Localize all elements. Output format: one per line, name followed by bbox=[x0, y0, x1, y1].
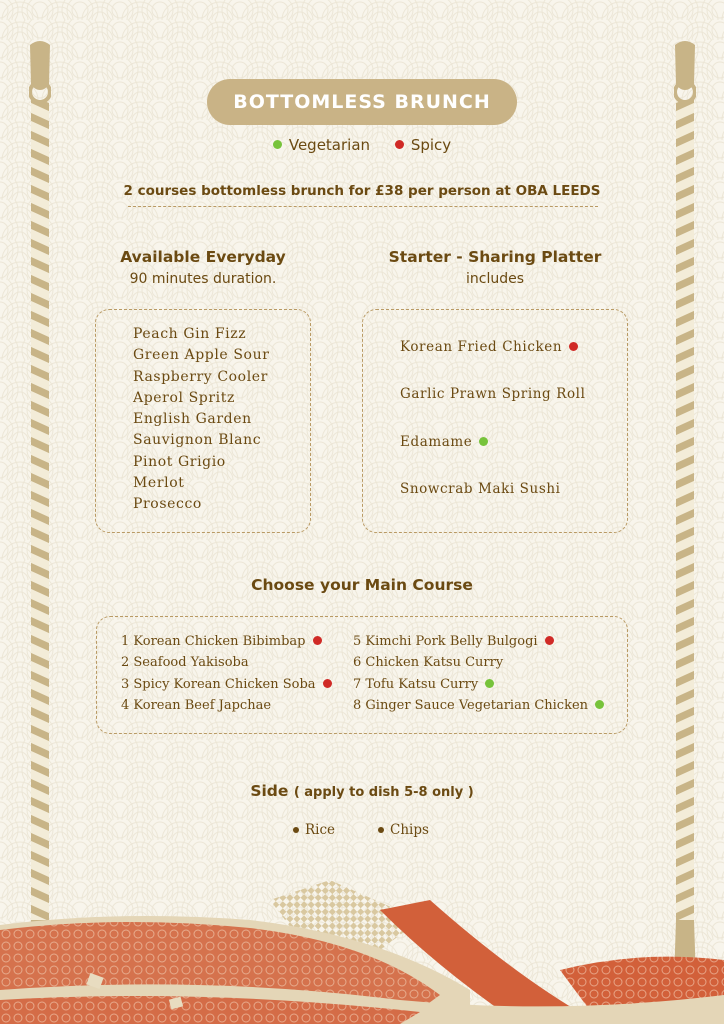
main-list-right bbox=[353, 631, 611, 716]
main-item: 3 Spicy Korean Chicken Soba bbox=[121, 674, 339, 695]
drinks-list bbox=[133, 324, 270, 516]
offer-text: 2 courses bottomless brunch for £38 per person at OBA LEEDS bbox=[123, 183, 601, 199]
main-list-left bbox=[121, 631, 339, 716]
main-heading: Choose your Main Course bbox=[251, 576, 473, 594]
spicy-dot-icon bbox=[545, 636, 554, 645]
starter-item: Garlic Prawn Spring Roll bbox=[400, 386, 586, 403]
vegetarian-dot-icon bbox=[273, 140, 282, 149]
drink-item: Merlot bbox=[133, 475, 185, 492]
page-title: BOTTOMLESS BRUNCH bbox=[207, 79, 517, 125]
side-heading: Side ( apply to dish 5-8 only ) bbox=[250, 782, 474, 800]
vegetarian-dot-icon bbox=[485, 679, 494, 688]
spicy-dot-icon bbox=[395, 140, 404, 149]
legend-spicy: Spicy bbox=[395, 136, 451, 154]
drink-item: Peach Gin Fizz bbox=[133, 326, 247, 342]
drinks-heading: Available Everyday bbox=[120, 248, 286, 266]
main-item: 1 Korean Chicken Bibimbap bbox=[121, 631, 339, 652]
drink-item: Sauvignon Blanc bbox=[133, 432, 262, 449]
bullet-icon bbox=[293, 827, 299, 833]
main-item: 4 Korean Beef Japchae bbox=[121, 697, 272, 713]
main-item: 7 Tofu Katsu Curry bbox=[353, 674, 611, 695]
side-note: ( apply to dish 5-8 only ) bbox=[293, 785, 474, 800]
drink-item: English Garden bbox=[133, 411, 252, 428]
starter-list bbox=[400, 336, 586, 525]
drink-item: Raspberry Cooler bbox=[133, 368, 268, 385]
main-item: 2 Seafood Yakisoba bbox=[121, 655, 249, 671]
drink-item: Green Apple Sour bbox=[133, 347, 270, 364]
vegetarian-dot-icon bbox=[479, 437, 488, 446]
starter-item: Snowcrab Maki Sushi bbox=[400, 480, 561, 497]
drinks-subheading: 90 minutes duration. bbox=[129, 271, 277, 287]
main-item: 8 Ginger Sauce Vegetarian Chicken bbox=[353, 695, 611, 716]
drink-item: Prosecco bbox=[133, 496, 202, 513]
spicy-dot-icon bbox=[313, 636, 322, 645]
spicy-dot-icon bbox=[569, 342, 578, 351]
main-item: 6 Chicken Katsu Curry bbox=[353, 655, 504, 671]
spicy-dot-icon bbox=[323, 679, 332, 688]
side-item-rice: Rice bbox=[293, 822, 335, 838]
vegetarian-dot-icon bbox=[595, 700, 604, 709]
bullet-icon bbox=[378, 827, 384, 833]
drink-item: Pinot Grigio bbox=[133, 453, 226, 470]
starter-heading: Starter - Sharing Platter bbox=[388, 248, 602, 266]
starter-item: Korean Fried Chicken bbox=[400, 336, 586, 383]
drink-item: Aperol Spritz bbox=[133, 389, 235, 406]
main-item: 5 Kimchi Pork Belly Bulgogi bbox=[353, 631, 611, 652]
legend-vegetarian: Vegetarian bbox=[273, 136, 370, 154]
bottom-wave-decoration bbox=[0, 880, 724, 1024]
starter-item: Edamame bbox=[400, 431, 586, 478]
divider bbox=[128, 206, 598, 207]
side-item-chips: Chips bbox=[378, 822, 429, 838]
legend bbox=[0, 136, 724, 154]
starter-subheading: includes bbox=[465, 271, 525, 287]
